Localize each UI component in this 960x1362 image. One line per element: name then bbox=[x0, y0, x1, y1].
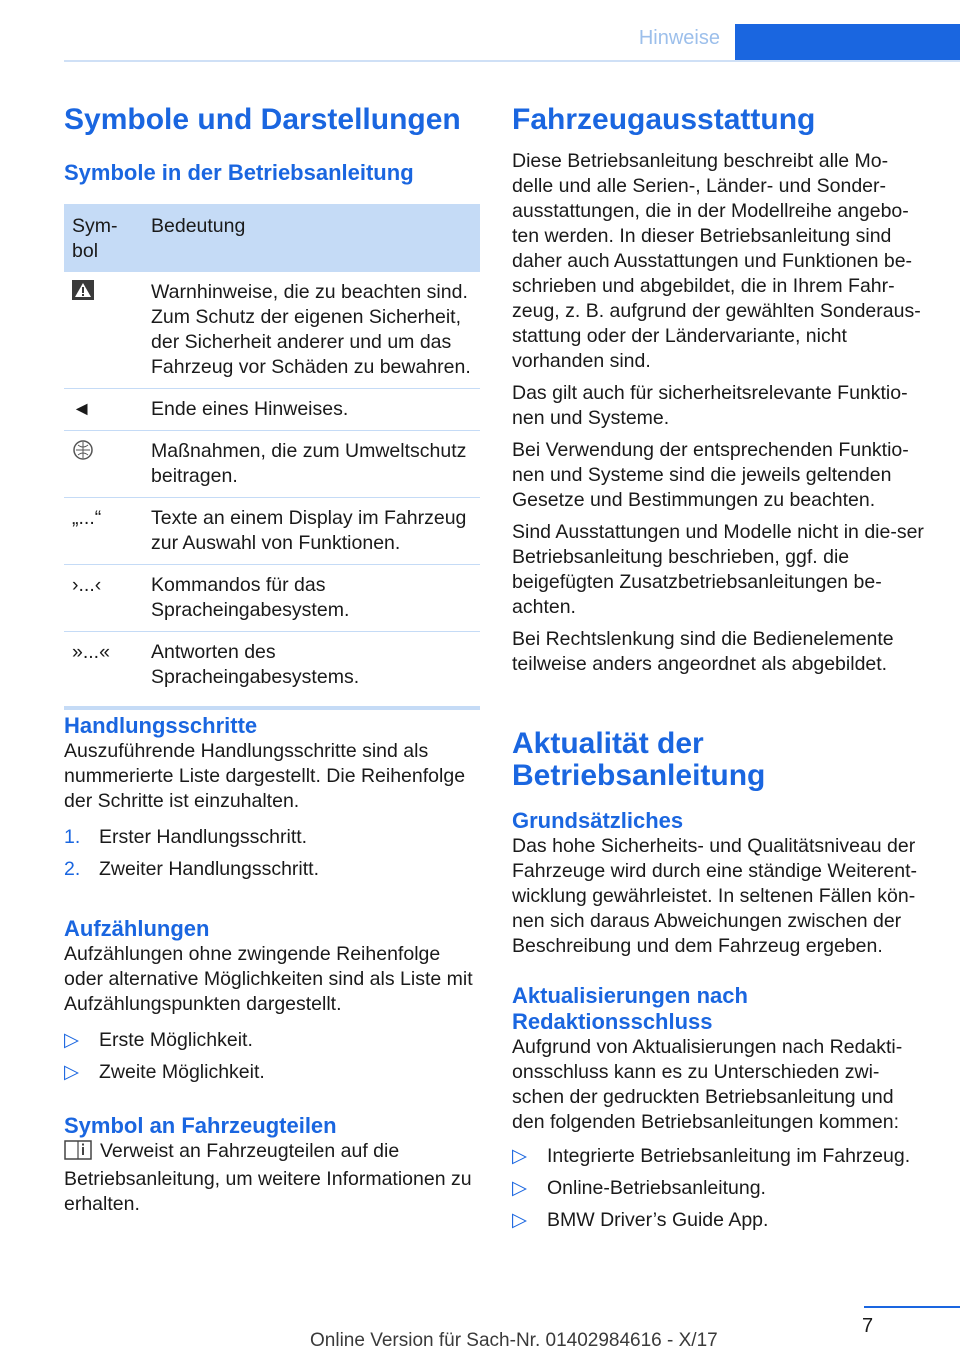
footer-rule bbox=[864, 1306, 960, 1308]
table-row bbox=[64, 272, 480, 389]
updates-list bbox=[512, 1144, 928, 1233]
table-cell-symbol: „...“ bbox=[64, 498, 143, 565]
updates-title: Aktualisierungen nach Redaktionsschluss bbox=[512, 983, 748, 1034]
manual-book-icon bbox=[64, 1140, 92, 1167]
table-row bbox=[64, 431, 480, 498]
table-row bbox=[64, 632, 480, 709]
table-cell-meaning: Maßnahmen, die zum Umweltschutz beitragen. bbox=[143, 431, 480, 498]
steps-section bbox=[64, 713, 480, 889]
running-header: Hinweise bbox=[638, 27, 720, 49]
update-item-text: Integrierte Betriebsanleitung im Fahrzeug. bbox=[547, 1145, 911, 1167]
bullet-triangle-icon: ▷ bbox=[512, 1177, 527, 1199]
equipment-paragraph: Bei Verwendung der entsprechenden Funktio-nen und Systeme sind die jeweils geltenden Gesetze und Bestimmungen zu beachten. bbox=[512, 439, 909, 511]
header-accent-block bbox=[735, 24, 960, 62]
step-number: 2. bbox=[64, 858, 81, 880]
basics-title: Grundsätzliches bbox=[512, 808, 684, 833]
table-cell-symbol: »...« bbox=[64, 632, 143, 709]
header-rule bbox=[64, 60, 960, 62]
table-row bbox=[64, 498, 480, 565]
enum-item-text: Erste Möglichkeit. bbox=[99, 1029, 253, 1051]
actuality-section bbox=[512, 728, 928, 1240]
updates-text: Aufgrund von Aktualisierungen nach Redakti-onsschluss kann es zu Unterschieden zwi-schen der gedruckten Betriebsanleitung und den folgenden Betriebsanleitungen kommen: bbox=[512, 1036, 903, 1133]
page-number: 7 bbox=[862, 1315, 874, 1337]
equipment-title: Fahrzeugausstattung bbox=[512, 103, 816, 136]
list-item bbox=[512, 1176, 928, 1201]
table-cell-symbol: ›...‹ bbox=[64, 565, 143, 632]
vehicle-symbol-text: Verweist an Fahrzeugteilen auf die Betriebsanleitung, um weitere Informationen zu erhalten. bbox=[64, 1140, 472, 1215]
update-item-text: Online-Betriebsanleitung. bbox=[547, 1177, 766, 1199]
symbols-table bbox=[64, 204, 480, 710]
list-item bbox=[64, 857, 480, 882]
actuality-title: Aktualität der Betriebsanleitung bbox=[512, 727, 766, 792]
equipment-paragraph: Bei Rechtslenkung sind die Bedienelemente teilweise anders angeordnet als abgebildet. bbox=[512, 628, 894, 675]
table-cell-meaning: Warnhinweise, die zu beachten sind. Zum Schutz der eigenen Sicherheit, der Sicherheit anderer und um das Fahrzeug vor Schäden zu bewahren. bbox=[143, 272, 480, 389]
equipment-section bbox=[512, 104, 928, 677]
vehicle-symbol-section bbox=[64, 1113, 480, 1217]
bullet-triangle-icon: ▷ bbox=[64, 1061, 79, 1083]
steps-title: Handlungsschritte bbox=[64, 713, 258, 738]
vehicle-symbol-title: Symbol an Fahrzeugteilen bbox=[64, 1113, 337, 1138]
list-item bbox=[512, 1144, 928, 1169]
list-item bbox=[512, 1208, 928, 1233]
table-row bbox=[64, 565, 480, 632]
enum-item-text: Zweite Möglichkeit. bbox=[99, 1061, 265, 1083]
section-title: Symbole und Darstellungen bbox=[64, 103, 461, 136]
table-cell-symbol bbox=[64, 431, 143, 498]
enum-title: Aufzählungen bbox=[64, 916, 210, 941]
equipment-paragraph: Diese Betriebsanleitung beschreibt alle Mo-delle und alle Serien-, Länder- und Sonder-ausstattungen, die in der Modellreihe angebo-ten werden. In dieser Betriebsanleitung sind daher auch Ausstattungen und Funktionen be-schrieben und abgebildet, die in Ihrem Fahr-zeug, z. B. aufgrund der gewählten Sonderaus-stattung oder der Ländervariante, nicht vorhanden sind. bbox=[512, 150, 921, 372]
steps-text: Auszuführende Handlungsschritte sind als nummerierte Liste dargestellt. Die Reihenfolge der Schritte ist einzuhalten. bbox=[64, 740, 466, 812]
environment-icon bbox=[72, 439, 135, 461]
table-cell-meaning: Kommandos für das Spracheingabesystem. bbox=[143, 565, 480, 632]
enum-text: Aufzählungen ohne zwingende Reihenfolge oder alternative Möglichkeiten sind als Liste mit Aufzählungspunkten dargestellt. bbox=[64, 943, 473, 1015]
table-cell-symbol bbox=[64, 272, 143, 389]
list-item bbox=[64, 825, 480, 850]
table-cell-meaning: Ende eines Hinweises. bbox=[143, 389, 480, 431]
table-row bbox=[64, 389, 480, 431]
list-item bbox=[64, 1028, 480, 1053]
bullet-triangle-icon: ▷ bbox=[512, 1209, 527, 1231]
footer-online-version: Online Version für Sach-Nr. 01402984616 - X/17 bbox=[310, 1330, 718, 1351]
table-header-symbol: Sym- bol bbox=[64, 204, 143, 272]
table-cell-meaning: Antworten des Spracheingabesystems. bbox=[143, 632, 480, 709]
warning-triangle-icon bbox=[72, 280, 135, 300]
equipment-paragraph: Das gilt auch für sicherheitsrelevante Funktio-nen und Systeme. bbox=[512, 382, 908, 429]
steps-list bbox=[64, 825, 480, 882]
subsection-title: Symbole in der Betriebsanleitung bbox=[64, 160, 414, 185]
vehicle-symbol-paragraph bbox=[64, 1139, 480, 1217]
step-text: Zweiter Handlungsschritt. bbox=[99, 858, 320, 880]
update-item-text: BMW Driver’s Guide App. bbox=[547, 1209, 769, 1231]
table-cell-meaning: Texte an einem Display im Fahrzeug zur Auswahl von Funktionen. bbox=[143, 498, 480, 565]
step-number: 1. bbox=[64, 826, 81, 848]
list-item bbox=[64, 1060, 480, 1085]
bullet-triangle-icon: ▷ bbox=[512, 1145, 527, 1167]
table-header-row bbox=[64, 204, 480, 272]
step-text: Erster Handlungsschritt. bbox=[99, 826, 308, 848]
enum-section bbox=[64, 916, 480, 1092]
equipment-paragraph: Sind Ausstattungen und Modelle nicht in die-ser Betriebsanleitung beschrieben, ggf. die beigefügten Zusatzbetriebsanleitungen be-achten. bbox=[512, 521, 924, 618]
table-cell-symbol: ◄ bbox=[64, 389, 143, 431]
basics-text: Das hohe Sicherheits- und Qualitätsniveau der Fahrzeuge wird durch eine ständige Weiterent-wicklung gewährleistet. In seltenen Fällen kön-nen sich daraus Abweichungen zwischen der Beschreibung und dem Fahrzeug ergeben. bbox=[512, 835, 918, 957]
enum-list bbox=[64, 1028, 480, 1085]
table-header-meaning: Bedeutung bbox=[143, 204, 480, 272]
bullet-triangle-icon: ▷ bbox=[64, 1029, 79, 1051]
